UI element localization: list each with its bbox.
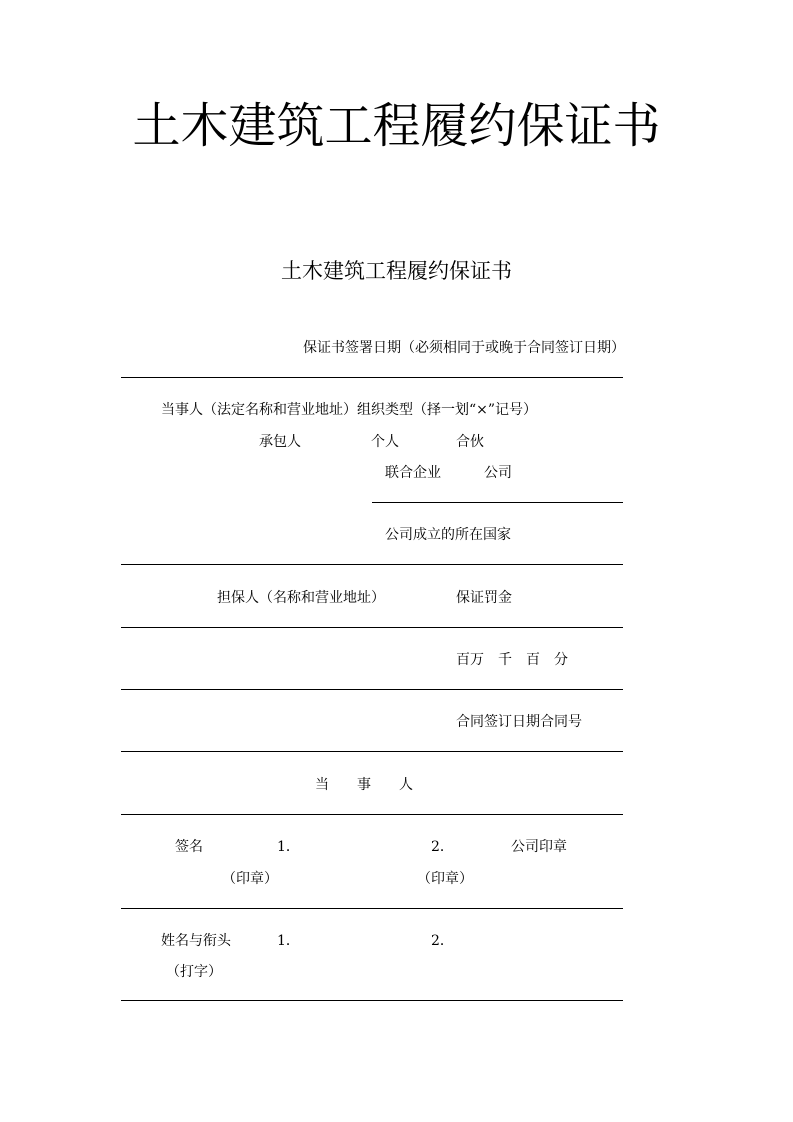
- joint-venture-label: 联合企业: [385, 465, 441, 481]
- contract-date-no-label: 合同签订日期合同号: [456, 714, 582, 730]
- signature-number-1: 1．: [277, 839, 300, 855]
- company-seal-label: 公司印章: [511, 839, 567, 855]
- individual-label: 个人: [371, 434, 399, 450]
- sub-title: 土木建筑工程履约保证书: [281, 259, 512, 283]
- penalty-label: 保证罚金: [456, 590, 512, 606]
- seal-label-2: （印章）: [417, 871, 473, 887]
- sign-date-label: 保证书签署日期（必须相同于或晚于合同签订日期）: [303, 340, 625, 356]
- company-label: 公司: [484, 465, 512, 481]
- contractor-label: 承包人: [259, 434, 301, 450]
- name-title-label: 姓名与衔头: [161, 933, 231, 949]
- partnership-label: 合伙: [456, 434, 484, 450]
- typed-label: （打字）: [166, 964, 222, 980]
- divider: [372, 502, 623, 503]
- country-label: 公司成立的所在国家: [385, 527, 511, 543]
- guarantor-label: 担保人（名称和营业地址）: [217, 590, 385, 606]
- divider: [121, 564, 623, 565]
- name-number-1: 1．: [277, 933, 300, 949]
- divider: [121, 377, 623, 378]
- main-title: 土木建筑工程履约保证书: [132, 98, 661, 154]
- parties-label: 当 事 人: [315, 777, 413, 793]
- party-header: 当事人（法定名称和营业地址）组织类型（择一划“×”记号）: [161, 402, 538, 418]
- divider: [121, 689, 623, 690]
- seal-label-1: （印章）: [222, 871, 278, 887]
- divider: [121, 908, 623, 909]
- amount-units-label: 百万 千 百 分: [456, 652, 568, 668]
- divider: [121, 1000, 623, 1001]
- divider: [121, 751, 623, 752]
- divider: [121, 627, 623, 628]
- name-number-2: 2．: [431, 933, 454, 949]
- signature-label: 签名: [175, 839, 203, 855]
- signature-number-2: 2．: [431, 839, 454, 855]
- divider: [121, 814, 623, 815]
